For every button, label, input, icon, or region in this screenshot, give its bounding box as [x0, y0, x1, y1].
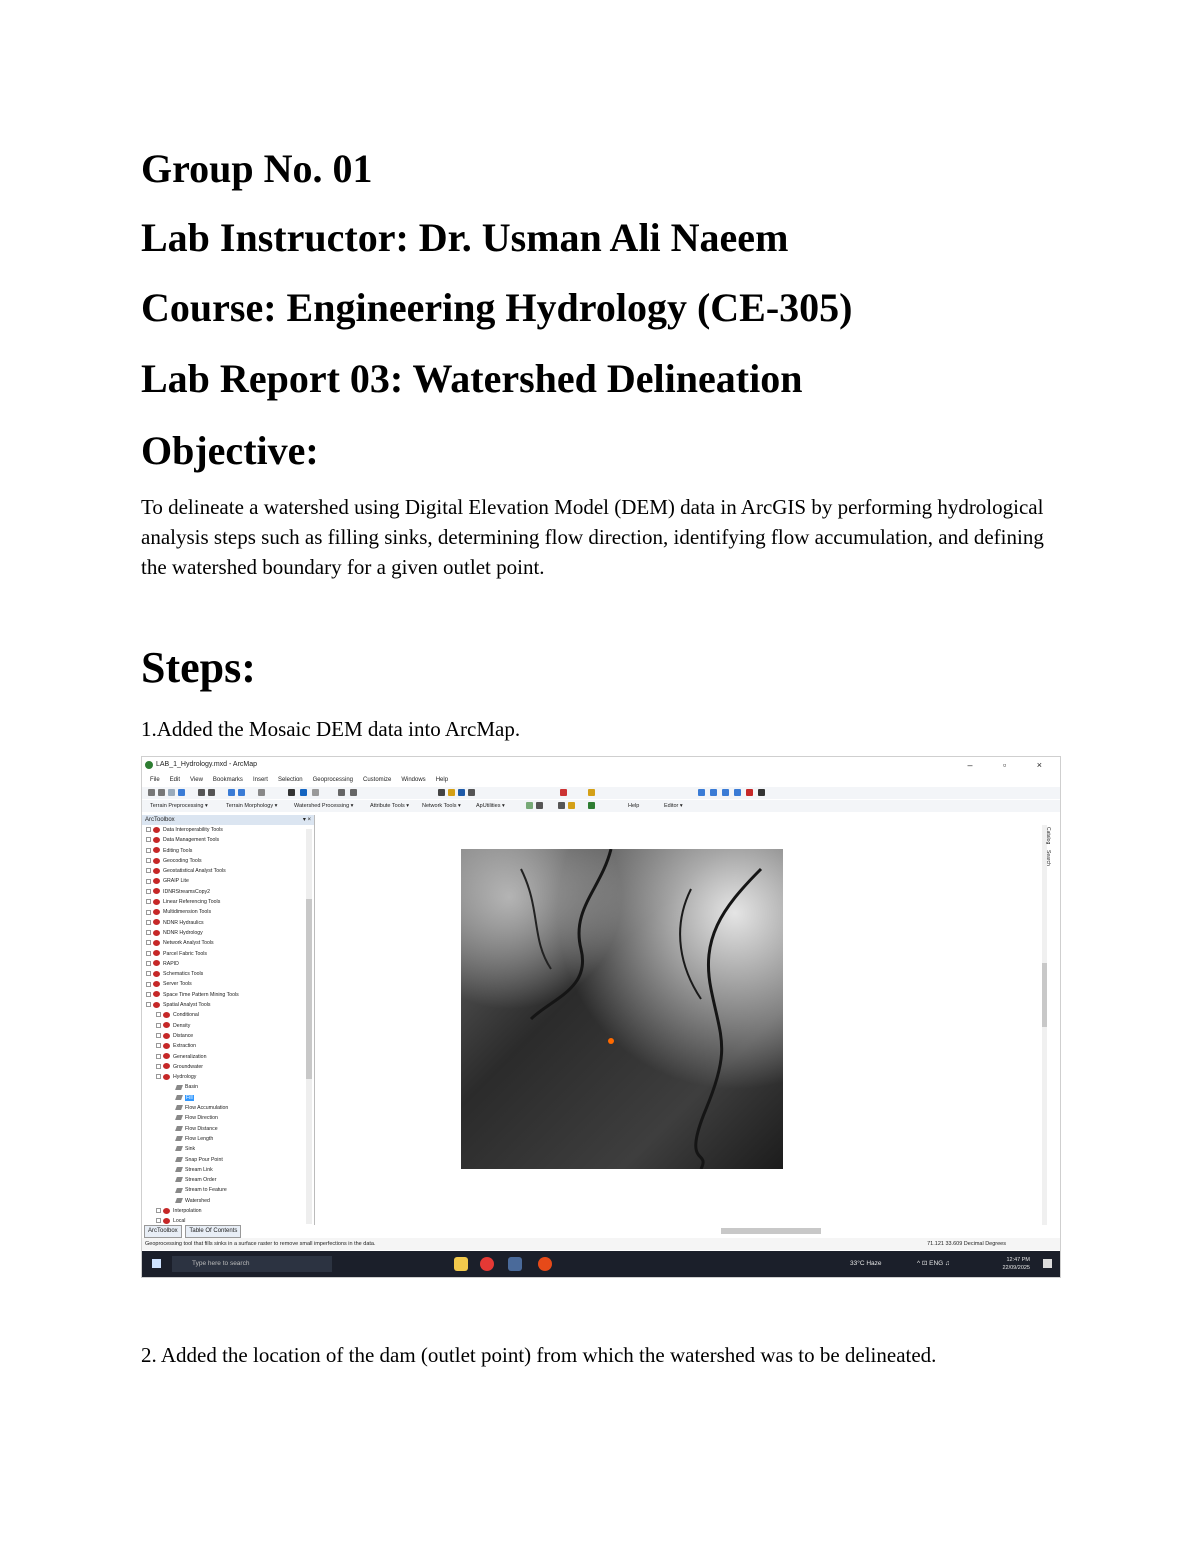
toolbox-icon — [153, 1002, 160, 1008]
hydrology-tool-item[interactable] — [142, 1113, 314, 1123]
toolset-item[interactable] — [142, 1010, 314, 1020]
tree-item-label: Fill — [186, 1094, 193, 1101]
toolset-item[interactable] — [142, 1206, 314, 1216]
tree-item-label: Data Management Tools — [163, 837, 220, 844]
arcmap-taskbar-icon[interactable] — [508, 1257, 522, 1271]
expand-toggle[interactable] — [156, 1218, 161, 1223]
tree-item-label: Snap Pour Point — [185, 1156, 223, 1163]
toolbox-item[interactable] — [142, 938, 314, 948]
menu-customize[interactable]: Customize — [363, 777, 392, 783]
search-side-tab[interactable]: Search — [1045, 850, 1051, 867]
toolset-item[interactable] — [142, 1062, 314, 1072]
identify-icon[interactable] — [300, 789, 307, 796]
tree-item-label: Sink — [185, 1146, 196, 1153]
steps-heading: Steps: — [141, 643, 256, 692]
search-window-icon[interactable] — [734, 789, 741, 796]
windows-taskbar — [142, 1251, 1060, 1277]
clock-time: 12:47 PM — [1006, 1257, 1030, 1263]
expand-toggle[interactable] — [146, 1002, 151, 1007]
tree-item-label: Geocoding Tools — [163, 857, 202, 864]
toolbox-icon — [153, 940, 160, 946]
tree-item-label: Local — [173, 1218, 186, 1225]
arctoolbox-panel — [142, 815, 315, 1225]
tree-item-label: Stream Order — [185, 1177, 217, 1184]
side-tabs — [1045, 819, 1057, 866]
toolbox-icon — [153, 981, 160, 987]
attribute-tools-menu[interactable]: Attribute Tools ▾ — [370, 803, 410, 809]
taskbar-search[interactable]: Type here to search — [172, 1256, 332, 1272]
toolbox-item[interactable] — [142, 918, 314, 928]
tool-icon — [175, 1188, 183, 1193]
archydro-toolbar — [142, 800, 1060, 812]
hydrology-tool-item[interactable] — [142, 1134, 314, 1144]
expand-toggle[interactable] — [146, 930, 151, 935]
tray-icons[interactable]: ^ ⊡ ENG ♫ — [917, 1260, 950, 1267]
tool-icon — [175, 1198, 183, 1203]
expand-toggle[interactable] — [146, 982, 151, 987]
status-bar — [142, 1238, 1060, 1250]
tool-icon — [175, 1085, 183, 1090]
menu-help[interactable]: Help — [435, 777, 449, 783]
toolbox-item[interactable] — [142, 897, 314, 907]
toolbox-icon — [163, 1063, 170, 1069]
hydrology-tool-item[interactable] — [142, 1155, 314, 1165]
map-vertical-scrollbar[interactable] — [1040, 815, 1058, 1225]
tool-icon — [175, 1095, 183, 1100]
arcmap-logo-icon — [145, 761, 153, 769]
menu-file[interactable]: File — [150, 777, 160, 783]
hyperlink-icon[interactable] — [350, 789, 357, 796]
clock[interactable] — [1002, 1256, 1030, 1272]
hydrology-tool-item[interactable] — [142, 1165, 314, 1175]
tree-item-label: Parcel Fabric Tools — [163, 950, 208, 957]
toolbox-icon — [153, 909, 160, 915]
toolbox-item[interactable] — [142, 846, 314, 856]
toolbox-tree — [142, 825, 314, 1227]
menu-windows[interactable]: Windows — [401, 777, 426, 783]
objective-text: To delineate a watershed using Digital Elevation Model (DEM) data in ArcGIS by performing hydrological analysis steps such as filling sinks, determining flow direction, identifying flow accumulation, and defining the watershed boundary for a given outlet point. — [141, 495, 1044, 579]
expand-toggle[interactable] — [146, 889, 151, 894]
fixed-zoom-out-icon[interactable] — [208, 789, 215, 796]
expand-toggle[interactable] — [146, 868, 151, 873]
window-titlebar — [142, 757, 1060, 773]
app-taskbar-icon[interactable] — [538, 1257, 552, 1271]
tree-item-label: Server Tools — [163, 981, 192, 988]
editor-toolbar-icon[interactable] — [698, 789, 705, 796]
tree-item-label: Space Time Pattern Mining Tools — [163, 991, 239, 998]
tree-item-label: Basin — [185, 1084, 198, 1091]
weather-widget[interactable]: 33°C Haze — [850, 1260, 882, 1267]
expand-toggle[interactable] — [146, 971, 151, 976]
panel-scroll-thumb[interactable] — [306, 899, 312, 1079]
toolbox-icon — [153, 878, 160, 884]
sketch-tool-icon[interactable] — [568, 802, 575, 809]
toolbox-icon — [163, 1022, 170, 1028]
toolset-item[interactable] — [142, 1072, 314, 1082]
tree-item-label: NDNR Hydrology — [163, 929, 203, 936]
pan-icon[interactable] — [168, 789, 175, 796]
expand-toggle[interactable] — [156, 1033, 161, 1038]
expand-toggle[interactable] — [156, 1012, 161, 1017]
add-data-icon[interactable] — [588, 789, 595, 796]
tool-icon — [175, 1167, 183, 1172]
toolbox-item[interactable] — [142, 876, 314, 886]
toolbox-item[interactable] — [142, 825, 314, 835]
tree-item-label: NDNR Hydraulics — [163, 919, 204, 926]
toolbox-icon — [153, 899, 160, 905]
arctoolbox-header — [142, 815, 314, 825]
toolbox-item[interactable] — [142, 928, 314, 938]
toolbox-icon — [163, 1208, 170, 1214]
arctoolbox-icon[interactable] — [746, 789, 753, 796]
expand-toggle[interactable] — [146, 837, 151, 842]
back-icon[interactable] — [228, 789, 235, 796]
tree-item-label: Hydrology — [173, 1074, 197, 1081]
toolbox-icon — [163, 1033, 170, 1039]
outlet-point — [608, 1038, 614, 1044]
select-elements-icon[interactable] — [288, 789, 295, 796]
tree-item-label: Interpolation — [173, 1207, 202, 1214]
toolset-item[interactable] — [142, 1031, 314, 1041]
menu-geoprocessing[interactable]: Geoprocessing — [312, 777, 353, 783]
expand-toggle[interactable] — [146, 858, 151, 863]
toolbox-item[interactable] — [142, 949, 314, 959]
tool-icon — [175, 1136, 183, 1141]
expand-toggle[interactable] — [146, 940, 151, 945]
tree-item-label: Watershed — [185, 1197, 210, 1204]
map-hscroll-thumb[interactable] — [721, 1228, 821, 1234]
status-coordinates: 71.121 33.609 Decimal Degrees — [927, 1241, 1006, 1247]
toolbox-icon — [153, 991, 160, 997]
toolbox-icon — [153, 858, 160, 864]
hydrology-tool-item[interactable] — [142, 1144, 314, 1154]
terrain-preprocessing-menu[interactable]: Terrain Preprocessing ▾ — [150, 803, 208, 809]
tree-item-label: Distance — [173, 1032, 194, 1039]
notification-icon[interactable] — [1043, 1259, 1052, 1268]
tree-item-label: Groundwater — [173, 1063, 203, 1070]
course-title: Course: Engineering Hydrology (CE-305) — [141, 285, 853, 330]
full-extent-icon[interactable] — [178, 789, 185, 796]
map-view[interactable] — [316, 815, 1036, 1223]
hydrology-tool-item[interactable] — [142, 1185, 314, 1195]
menu-selection[interactable]: Selection — [277, 777, 303, 783]
tool-icon — [175, 1105, 183, 1110]
print-icon[interactable] — [468, 789, 475, 796]
editor-menu[interactable]: Editor ▾ — [664, 803, 683, 809]
panel-tabs — [142, 1225, 314, 1236]
toolbox-item[interactable] — [142, 907, 314, 917]
standard-toolbar — [142, 787, 1060, 799]
tree-item-label: Stream Link — [185, 1166, 213, 1173]
expand-toggle[interactable] — [156, 1023, 161, 1028]
toolbox-item[interactable] — [142, 856, 314, 866]
menu-insert[interactable]: Insert — [252, 777, 268, 783]
tree-item-label: GRAIP Lite — [163, 878, 189, 885]
open-icon[interactable] — [448, 789, 455, 796]
tab-arctoolbox[interactable]: ArcToolbox — [144, 1225, 182, 1238]
toolbox-icon — [163, 1074, 170, 1080]
python-window-icon[interactable] — [758, 789, 765, 796]
tree-item-label: Editing Tools — [163, 847, 193, 854]
group-number: Group No. 01 — [141, 146, 373, 191]
batch-point-icon[interactable] — [558, 802, 565, 809]
watershed-processing-menu[interactable]: Watershed Processing ▾ — [294, 803, 354, 809]
expand-toggle[interactable] — [146, 848, 151, 853]
hydrology-tool-item[interactable] — [142, 1124, 314, 1134]
tree-item-label: Generalization — [173, 1053, 207, 1060]
toolbox-icon — [153, 868, 160, 874]
catalog-window-icon[interactable] — [722, 789, 729, 796]
tree-item-label: Network Analyst Tools — [163, 940, 214, 947]
tree-item-label: Flow Direction — [185, 1115, 218, 1122]
expand-toggle[interactable] — [156, 1074, 161, 1079]
toolbox-item[interactable] — [142, 990, 314, 1000]
toolbox-icon — [153, 888, 160, 894]
select-features-icon[interactable] — [258, 789, 265, 796]
globe-icon[interactable] — [588, 802, 595, 809]
new-document-icon[interactable] — [438, 789, 445, 796]
expand-toggle[interactable] — [156, 1208, 161, 1213]
terrain-morphology-menu[interactable]: Terrain Morphology ▾ — [226, 803, 278, 809]
menu-view[interactable]: View — [190, 777, 203, 783]
expand-toggle[interactable] — [156, 1064, 161, 1069]
fixed-zoom-icon[interactable] — [198, 789, 205, 796]
tree-item-label: Flow Accumulation — [185, 1105, 229, 1112]
toolbox-icon — [153, 837, 160, 843]
tree-item-label: RAPID — [163, 960, 179, 967]
hydrology-tool-item[interactable] — [142, 1082, 314, 1092]
expand-toggle[interactable] — [146, 920, 151, 925]
tree-item-label: Multidimension Tools — [163, 909, 212, 916]
toolbox-item[interactable] — [142, 979, 314, 989]
toolset-item[interactable] — [142, 1021, 314, 1031]
catalog-side-tab[interactable]: Catalog — [1045, 827, 1051, 845]
file-explorer-icon[interactable] — [454, 1257, 468, 1271]
menu-bar — [142, 774, 1060, 786]
expand-toggle[interactable] — [146, 951, 151, 956]
forward-icon[interactable] — [238, 789, 245, 796]
toolbox-item[interactable] — [142, 969, 314, 979]
toolbox-icon — [163, 1043, 170, 1049]
toolbox-icon — [163, 1053, 170, 1059]
step-1-text: 1.Added the Mosaic DEM data into ArcMap. — [141, 717, 521, 741]
expand-toggle[interactable] — [156, 1043, 161, 1048]
expand-toggle[interactable] — [146, 879, 151, 884]
expand-toggle[interactable] — [156, 1054, 161, 1059]
toolbox-icon — [153, 919, 160, 925]
map-scroll-thumb[interactable] — [1042, 963, 1047, 1027]
expand-toggle[interactable] — [146, 961, 151, 966]
help-menu[interactable]: Help — [628, 803, 640, 809]
toolset-item[interactable] — [142, 1052, 314, 1062]
find-icon[interactable] — [312, 789, 319, 796]
tool-icon — [175, 1146, 183, 1151]
windows-start-icon[interactable] — [152, 1259, 161, 1268]
zoom-in-icon[interactable] — [148, 789, 155, 796]
toolbox-icon — [163, 1012, 170, 1018]
expand-toggle[interactable] — [146, 992, 151, 997]
toolset-item[interactable] — [142, 1041, 314, 1051]
undo-icon[interactable] — [560, 789, 567, 796]
toolbox-item[interactable] — [142, 887, 314, 897]
toolbox-icon — [153, 950, 160, 956]
expand-toggle[interactable] — [146, 899, 151, 904]
toolbox-icon — [153, 960, 160, 966]
zoom-out-icon[interactable] — [158, 789, 165, 796]
tool-icon — [175, 1126, 183, 1131]
toolbox-icon — [163, 1218, 170, 1224]
menu-bookmarks[interactable]: Bookmarks — [212, 777, 243, 783]
status-message: Geoprocessing tool that fills sinks in a surface raster to remove small imperfections in the data. — [145, 1241, 376, 1247]
expand-toggle[interactable] — [146, 910, 151, 915]
network-tools-menu[interactable]: Network Tools ▾ — [422, 803, 461, 809]
tree-item-label: Flow Length — [185, 1135, 214, 1142]
toolbox-item[interactable] — [142, 1000, 314, 1010]
tree-item-label: Density — [173, 1022, 191, 1029]
tree-item-label: Stream to Feature — [185, 1187, 227, 1194]
toolbox-icon — [153, 930, 160, 936]
tree-item-label: Extraction — [173, 1043, 197, 1050]
hydrology-tool-item[interactable] — [142, 1175, 314, 1185]
dem-raster — [461, 849, 783, 1169]
tree-item-label: Conditional — [173, 1012, 199, 1019]
hydrology-tool-item[interactable] — [142, 1103, 314, 1113]
tree-item-label: Linear Referencing Tools — [163, 899, 221, 906]
toolbox-icon — [153, 827, 160, 833]
toolbox-item[interactable] — [142, 959, 314, 969]
tree-item-label: IDNRStreamsCopy2 — [163, 888, 210, 895]
tree-item-label: Data Interoperability Tools — [163, 827, 223, 833]
chrome-icon[interactable] — [480, 1257, 494, 1271]
table-of-contents-icon[interactable] — [710, 789, 717, 796]
tool-icon — [175, 1157, 183, 1162]
tab-table-of-contents[interactable]: Table Of Contents — [185, 1225, 241, 1238]
tool-icon — [175, 1177, 183, 1182]
aputilities-menu[interactable]: ApUtilities ▾ — [476, 803, 505, 809]
arcmap-screenshot — [141, 756, 1061, 1278]
toolbox-icon — [153, 847, 160, 853]
toolbox-item[interactable] — [142, 835, 314, 845]
window-title: LAB_1_Hydrology.mxd - ArcMap — [156, 761, 258, 768]
tree-item-label: Spatial Analyst Tools — [163, 1002, 211, 1009]
hydrology-tool-item[interactable] — [142, 1093, 314, 1103]
report-title: Lab Report 03: Watershed Delineation — [141, 356, 803, 401]
panel-close-button[interactable]: ▾ × — [302, 817, 311, 823]
save-icon[interactable] — [458, 789, 465, 796]
expand-toggle[interactable] — [146, 827, 151, 832]
clock-date: 22/09/2025 — [1002, 1265, 1030, 1271]
lab-instructor: Lab Instructor: Dr. Usman Ali Naeem — [141, 215, 789, 260]
point-delineation-icon[interactable] — [536, 802, 543, 809]
measure-icon[interactable] — [338, 789, 345, 796]
tree-item-label: Geostatistical Analyst Tools — [163, 868, 226, 875]
map-horizontal-scrollbar[interactable] — [316, 1227, 1036, 1235]
hydrology-tool-item[interactable] — [142, 1196, 314, 1206]
window-controls[interactable]: – ▫ × — [967, 760, 1056, 770]
objective-heading: Objective: — [141, 428, 319, 473]
toolbox-icon — [153, 971, 160, 977]
toolbox-item[interactable] — [142, 866, 314, 876]
tree-item-label: Flow Distance — [185, 1125, 218, 1132]
panel-scrollbar[interactable] — [306, 829, 312, 1224]
menu-edit[interactable]: Edit — [169, 777, 181, 783]
tool-icon — [175, 1115, 183, 1120]
arctoolbox-title: ArcToolbox — [145, 817, 175, 823]
flow-path-tracing-icon[interactable] — [526, 802, 533, 809]
tree-item-label: Schematics Tools — [163, 971, 204, 978]
step-2-text: 2. Added the location of the dam (outlet point) from which the watershed was to be delineated. — [141, 1343, 937, 1367]
